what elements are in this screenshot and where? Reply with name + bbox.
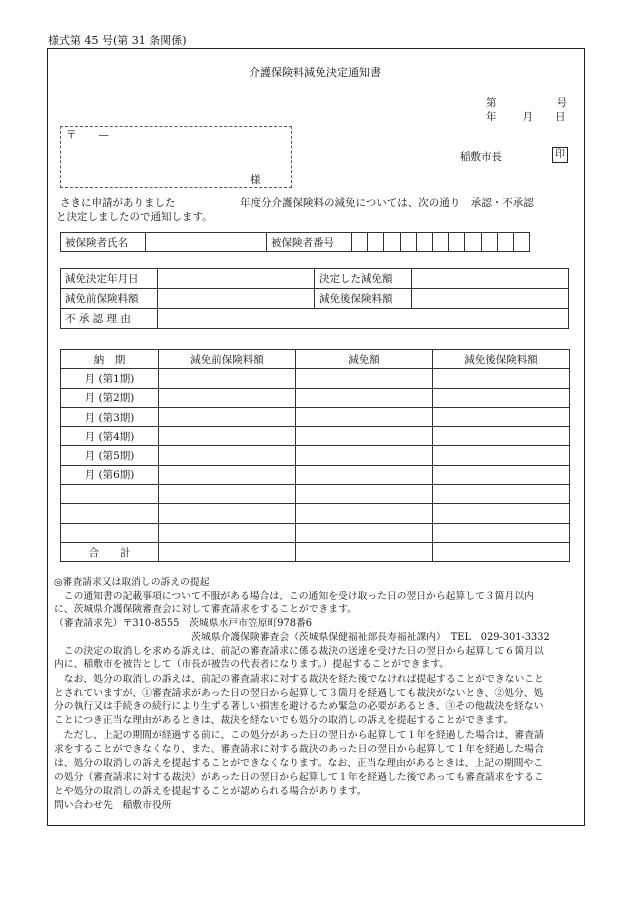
- contact-info: 問い合わせ先 稲敷市役所: [54, 800, 172, 811]
- notes-line: は、処分の取消しの訴えを提起することができなくなります。なお、正当な理由があるときは、上記の期間やこ: [54, 758, 544, 769]
- before-premium-label: 減免前保険料額: [61, 289, 158, 309]
- notes-line: （審査請求先）〒310-8555 茨城県水戸市笠原町978番6: [54, 618, 313, 629]
- table-row: [61, 427, 570, 446]
- postal-dash: —: [98, 129, 109, 141]
- table-row: [61, 369, 570, 388]
- insured-number-digit: [449, 233, 465, 252]
- decision-date-label: 減免決定年月日: [61, 269, 158, 289]
- header-after: 減免後保険料額: [433, 350, 570, 369]
- intro-text-line1: さきに申請がありました: [60, 197, 176, 209]
- intro-text-line1b: 年度分介護保険料の減免については、次の通り 承認・不承認: [240, 197, 534, 209]
- notes-line: 求をすることができなくなり、また、審査請求に対する裁決のあった日の翌日から起算して１年を経過した場合: [54, 744, 544, 755]
- insured-name-label: 被保険者氏名: [61, 233, 146, 252]
- rejection-reason-label: 不 承 認 理 由: [61, 309, 158, 329]
- insured-number-digit: [465, 233, 481, 252]
- decision-row: [61, 269, 569, 289]
- rejection-reason-cell: [158, 309, 569, 329]
- payment-periods-table: [60, 349, 570, 562]
- document-date-row: [486, 111, 566, 124]
- insured-number-digit: [368, 233, 384, 252]
- insured-row: [61, 233, 530, 252]
- period-label: [61, 485, 159, 504]
- insured-number-digit: [352, 233, 368, 252]
- after-premium-label: 減免後保険料額: [315, 289, 412, 309]
- insured-number-digit: [481, 233, 497, 252]
- document-number-row: [486, 97, 567, 110]
- notes-line: なお、処分の取消しの訴えは、前記の審査請求に対する裁決を経た後でなければ提起することができないこと: [54, 674, 544, 685]
- notes-line: ただし、上記の期間が経過する前に、この処分があった日の翌日から起算して１年を経過した場合は、審査請: [54, 730, 544, 741]
- period-label: [61, 504, 159, 523]
- date-month: 月: [522, 111, 533, 123]
- table-row: [61, 465, 570, 484]
- notes-line: ことにつき正当な理由があるときは、裁決を経ないでも処分の取消しの訴えを提起することができます。: [54, 715, 514, 726]
- table-row: [61, 523, 570, 542]
- insured-name-cell: [146, 233, 267, 252]
- notes-line: 分の執行又は手続きの続行により生ずる著しい損害を避けるため緊急の必要があるとき、③その他裁決を経ない: [54, 701, 544, 712]
- postal-code-field: [66, 129, 109, 142]
- before-premium-cell: [158, 289, 315, 309]
- notes-line: の処分（審査請求に対する裁決）があった日の翌日から起算して１年を経過した後であっても審査請求をするこ: [54, 772, 544, 783]
- header-before: 減免前保険料額: [159, 350, 296, 369]
- period-label: 月 (第3期): [61, 407, 159, 426]
- date-day: 日: [555, 111, 566, 123]
- table-row: [61, 485, 570, 504]
- notes-line: に、茨城県介護保険審査会に対して審査請求をすることができます。: [54, 604, 357, 615]
- insured-table: [60, 232, 530, 252]
- table-row: [61, 407, 570, 426]
- decision-date-cell: [158, 269, 315, 289]
- decided-amount-label: 決定した減免額: [315, 269, 412, 289]
- addressee-honorific: 様: [250, 174, 261, 186]
- header-period: 納 期: [61, 350, 159, 369]
- decision-row: [61, 309, 569, 329]
- insured-number-label: 被保険者番号: [267, 233, 352, 252]
- period-label: 月 (第4期): [61, 427, 159, 446]
- table-row: [61, 446, 570, 465]
- period-label: 月 (第6期): [61, 465, 159, 484]
- period-label: 月 (第5期): [61, 446, 159, 465]
- period-label: 月 (第2期): [61, 388, 159, 407]
- issuer-mayor: 稲敷市長: [460, 151, 502, 163]
- number-go: 号: [556, 97, 567, 109]
- notes-line: 茨城県介護保険審査会（茨城県保健福祉部長寿福祉課内） TEL 029-301-3332: [54, 632, 550, 643]
- after-premium-cell: [412, 289, 569, 309]
- notes-line: この通知書の記載事項について不服がある場合は、この通知を受け取った日の翌日から起算して３箇月以内: [54, 591, 534, 602]
- date-year: 年: [486, 111, 497, 123]
- decision-row: [61, 289, 569, 309]
- document-title: 介護保険料減免決定通知書: [249, 66, 381, 79]
- insured-number-digit: [497, 233, 513, 252]
- postal-mark: 〒: [66, 129, 77, 141]
- decided-amount-cell: [412, 269, 569, 289]
- form-number-label: 様式第 45 号(第 31 条関係): [48, 34, 187, 47]
- periods-header-row: [61, 350, 570, 369]
- insured-number-digit: [513, 233, 529, 252]
- period-label: [61, 523, 159, 542]
- notes-line: 内に、稲敷市を被告として（市長が被告の代表者になります。）提起することができます。: [54, 659, 450, 670]
- notes-line: とや処分の取消しの訴えを提起することが認められる場合があります。: [54, 786, 367, 797]
- intro-text-line2: と決定しましたので通知します。: [56, 211, 213, 223]
- decision-table: [60, 268, 569, 329]
- number-dai: 第: [486, 97, 497, 109]
- notes-heading: ◎審査請求又は取消しの訴えの提起: [54, 577, 210, 588]
- insured-number-digit: [416, 233, 432, 252]
- insured-number-digit: [384, 233, 400, 252]
- insured-number-digit: [432, 233, 448, 252]
- notes-line: とされていますが、①審査請求があった日の翌日から起算して３箇月を経過しても裁決がないとき、②処分、処: [54, 688, 544, 699]
- total-label: 合 計: [61, 542, 159, 561]
- seal-stamp: 印: [552, 147, 568, 163]
- table-row: [61, 504, 570, 523]
- header-reduction: 減免額: [296, 350, 433, 369]
- table-row: [61, 388, 570, 407]
- insured-number-digit: [400, 233, 416, 252]
- total-row: [61, 542, 570, 561]
- period-label: 月 (第1期): [61, 369, 159, 388]
- notes-line: この決定の取消しを求める訴えは、前記の審査請求に係る裁決の送達を受けた日の翌日から起算して６箇月以: [54, 646, 544, 657]
